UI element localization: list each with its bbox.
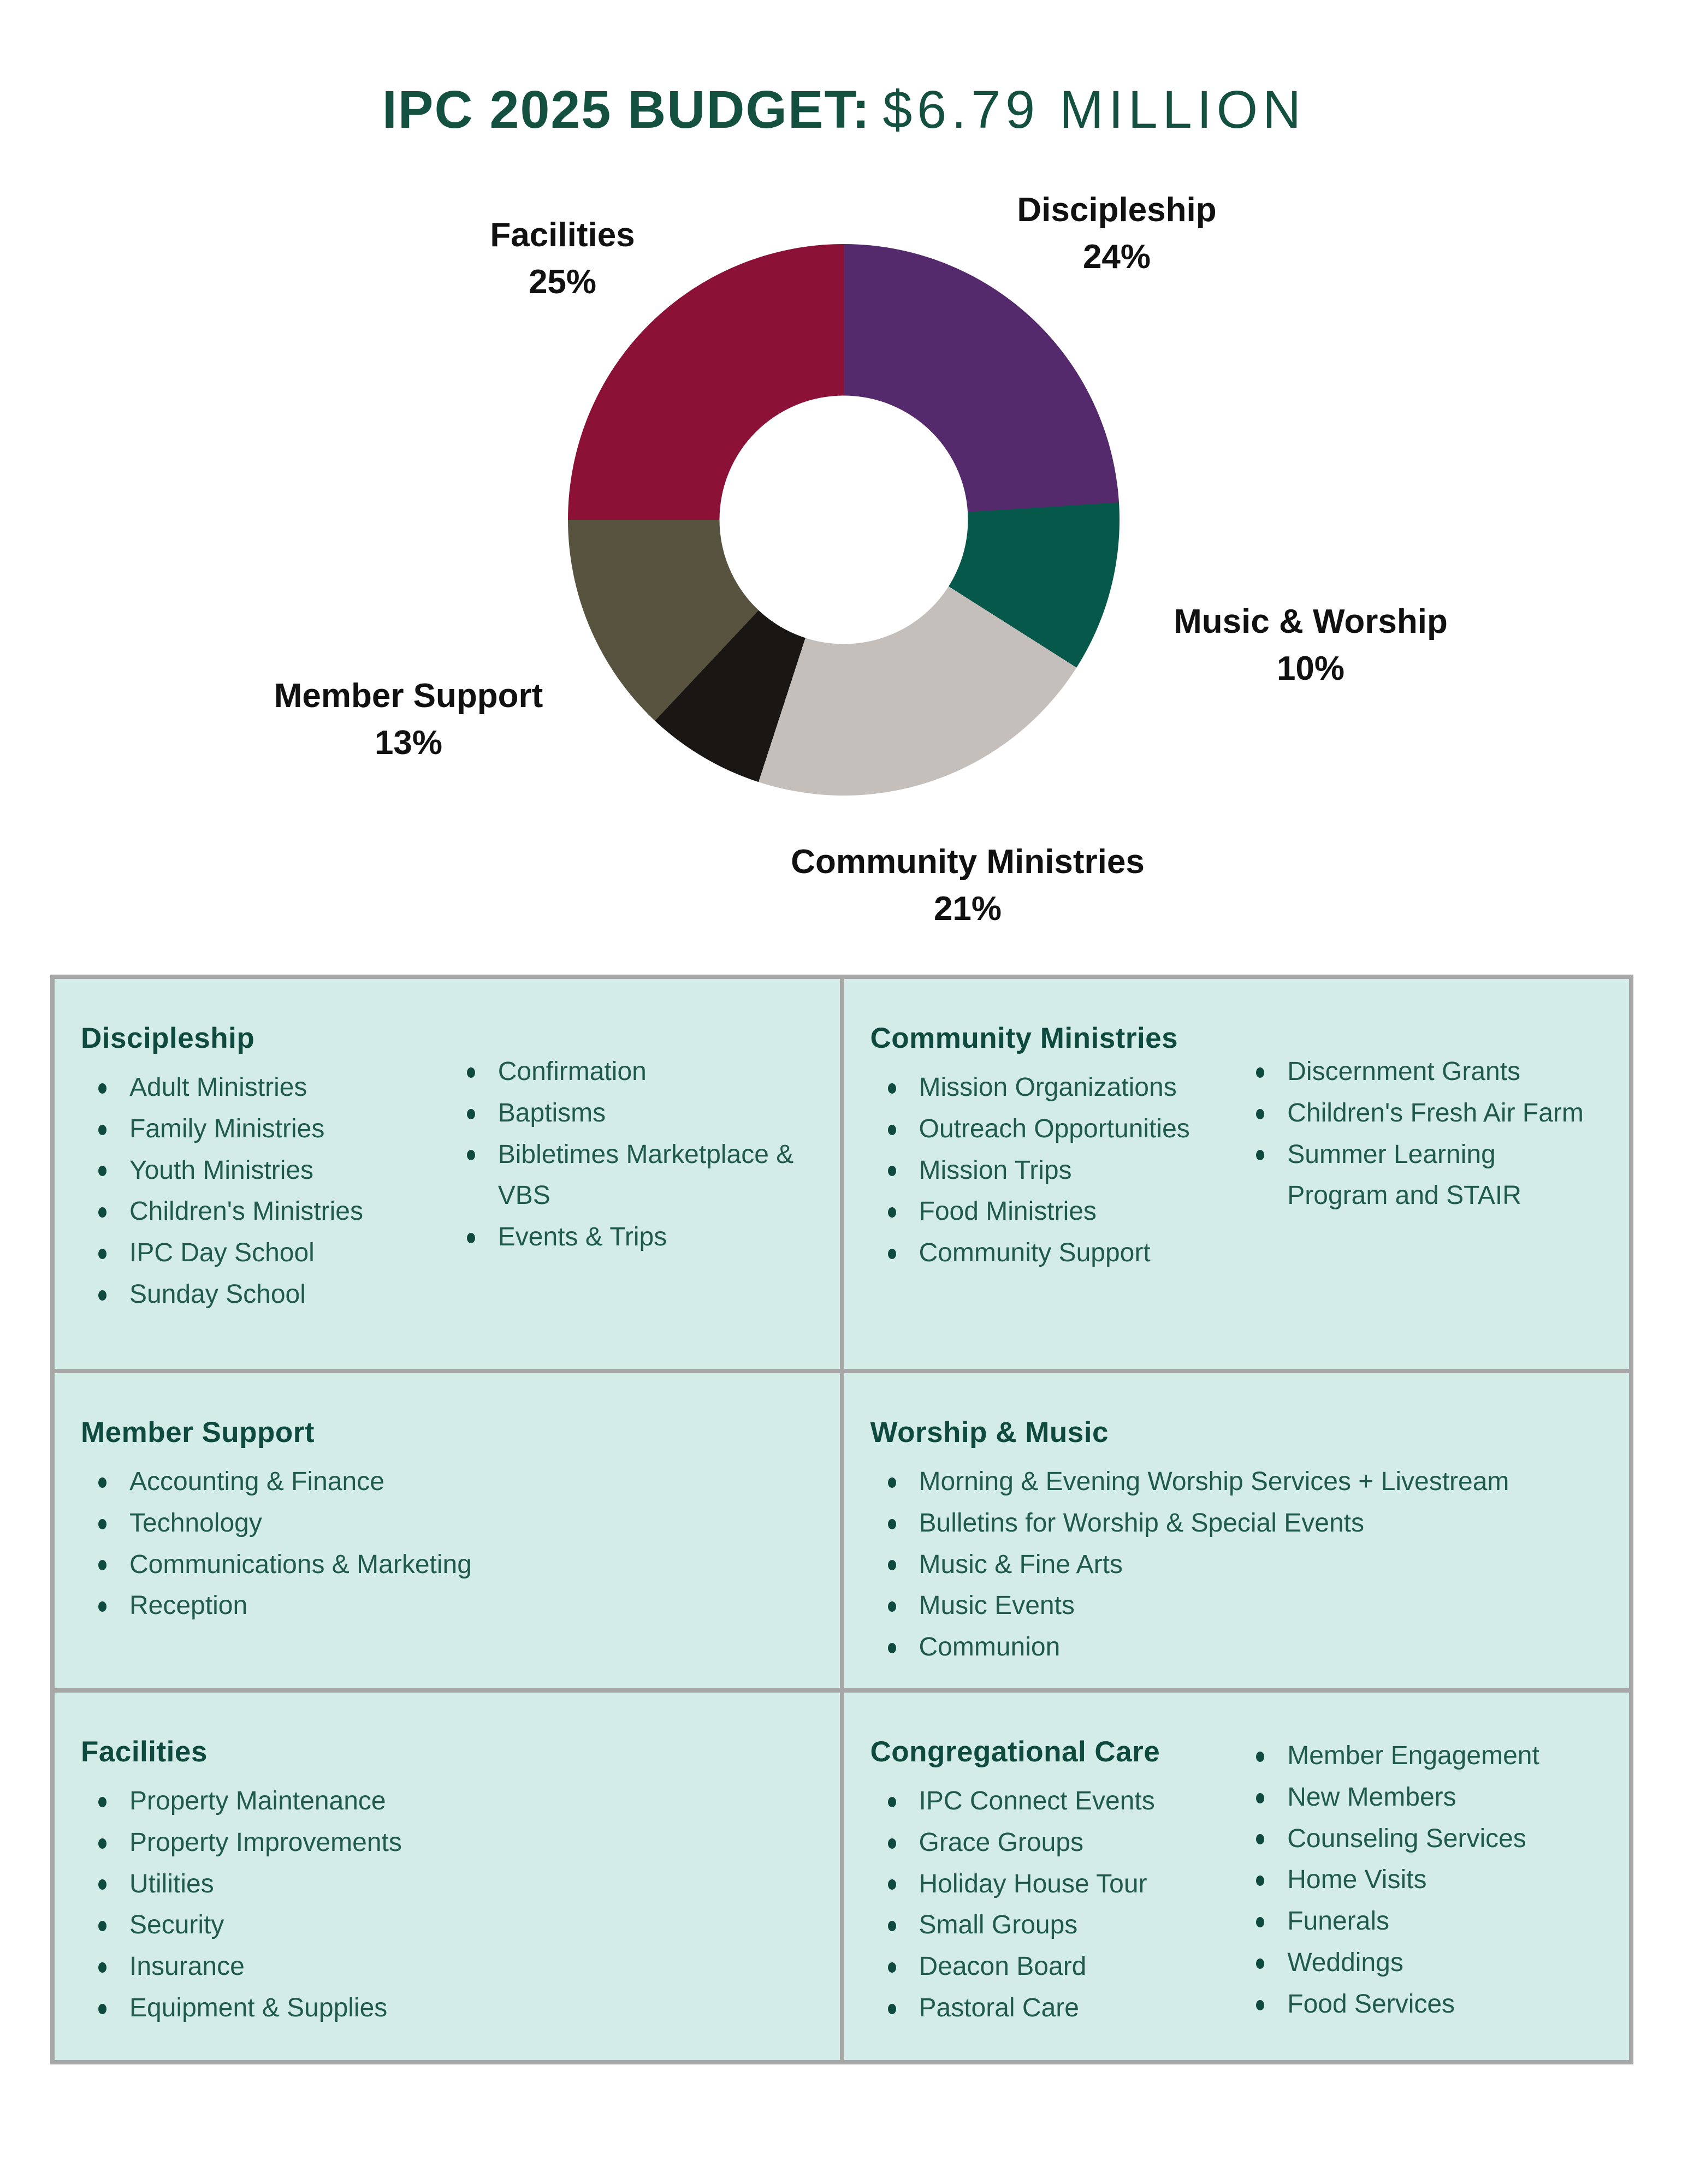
segment-percent: 24% xyxy=(1082,238,1151,276)
card-heading: Member Support xyxy=(81,1416,315,1449)
donut-hole xyxy=(720,396,968,644)
list-item: Food Ministries xyxy=(870,1191,1234,1232)
list-item: Community Support xyxy=(870,1232,1234,1274)
card-discipleship xyxy=(55,979,840,1369)
list-item: Summer Learning Program and STAIR xyxy=(1239,1134,1602,1217)
card-column xyxy=(449,1051,813,1315)
list-item: Member Engagement xyxy=(1239,1735,1602,1777)
card-column xyxy=(81,1022,444,1315)
page-title-amount: $6.79 MILLION xyxy=(883,80,1306,139)
list-item: Outreach Opportunities xyxy=(870,1108,1234,1150)
chart-label-facilities xyxy=(490,212,635,305)
list-item: Youth Ministries xyxy=(81,1150,444,1191)
list-item: Home Visits xyxy=(1239,1859,1602,1901)
chart-label-member-support xyxy=(274,673,543,766)
list-item: Food Services xyxy=(1239,1984,1602,2025)
chart-label-music-worship xyxy=(1174,598,1448,692)
list-item: Counseling Services xyxy=(1239,1818,1602,1860)
list-item: New Members xyxy=(1239,1777,1602,1818)
list-item: Sunday School xyxy=(81,1274,444,1315)
card-heading: Congregational Care xyxy=(870,1736,1160,1768)
list-item: Pastoral Care xyxy=(870,1987,1234,2029)
list-item: Technology xyxy=(81,1503,725,1544)
segment-label: Music & Worship xyxy=(1174,603,1448,640)
card-list xyxy=(81,1461,725,1627)
card-list xyxy=(1239,1735,1602,2025)
segment-label: Discipleship xyxy=(1017,191,1217,229)
list-item: Weddings xyxy=(1239,1942,1602,1984)
page-title xyxy=(0,81,1688,139)
card-list xyxy=(81,1781,725,2029)
list-item: Communications & Marketing xyxy=(81,1544,725,1586)
list-item: Holiday House Tour xyxy=(870,1863,1234,1905)
card-community-ministries xyxy=(844,979,1630,1369)
list-item: Insurance xyxy=(81,1946,725,1987)
chart-label-discipleship xyxy=(1017,187,1216,280)
card-column xyxy=(1239,1735,1602,2029)
list-item: Equipment & Supplies xyxy=(81,1987,725,2029)
list-item: Discernment Grants xyxy=(1239,1051,1602,1093)
card-list xyxy=(870,1781,1234,2029)
segment-percent: 13% xyxy=(374,723,443,762)
list-item: Deacon Board xyxy=(870,1946,1234,1987)
card-list xyxy=(870,1067,1234,1274)
chart-label-community-ministries xyxy=(791,839,1145,932)
list-item: Funerals xyxy=(1239,1901,1602,1942)
list-item: Morning & Evening Worship Services + Livestream xyxy=(870,1461,1515,1503)
list-item: Communion xyxy=(870,1627,1515,1668)
list-item: IPC Connect Events xyxy=(870,1781,1234,1822)
card-column xyxy=(1239,1051,1602,1274)
card-heading: Facilities xyxy=(81,1736,208,1768)
segment-percent: 25% xyxy=(528,263,597,301)
card-list xyxy=(870,1461,1515,1668)
card-column xyxy=(870,1735,1234,2029)
list-item: Events & Trips xyxy=(449,1216,813,1258)
card-list xyxy=(449,1051,813,1258)
list-item: Children's Fresh Air Farm xyxy=(1239,1093,1602,1134)
card-congregational-care xyxy=(844,1693,1630,2060)
details-grid xyxy=(50,975,1633,2064)
list-item: Family Ministries xyxy=(81,1108,444,1150)
segment-label: Facilities xyxy=(490,216,635,254)
page-title-main: IPC 2025 BUDGET: xyxy=(382,80,871,139)
card-heading: Discipleship xyxy=(81,1022,255,1054)
list-item: Music & Fine Arts xyxy=(870,1544,1515,1586)
list-item: Property Maintenance xyxy=(81,1781,725,1822)
list-item: IPC Day School xyxy=(81,1232,444,1274)
card-column xyxy=(870,1022,1234,1274)
list-item: Small Groups xyxy=(870,1904,1234,1946)
list-item: Confirmation xyxy=(449,1051,813,1093)
list-item: Music Events xyxy=(870,1585,1515,1627)
card-heading: Worship & Music xyxy=(870,1416,1109,1449)
list-item: Reception xyxy=(81,1585,725,1627)
list-item: Children's Ministries xyxy=(81,1191,444,1232)
segment-label: Member Support xyxy=(274,677,543,715)
card-list xyxy=(1239,1051,1602,1216)
card-member-support xyxy=(55,1373,840,1688)
donut-chart xyxy=(568,244,1120,796)
list-item: Mission Organizations xyxy=(870,1067,1234,1108)
segment-percent: 21% xyxy=(933,889,1002,928)
list-item: Property Improvements xyxy=(81,1822,725,1863)
list-item: Adult Ministries xyxy=(81,1067,444,1108)
card-worship-music xyxy=(844,1373,1630,1688)
card-heading: Community Ministries xyxy=(870,1022,1178,1054)
list-item: Accounting & Finance xyxy=(81,1461,725,1503)
card-list xyxy=(81,1067,444,1315)
list-item: Bulletins for Worship & Special Events xyxy=(870,1503,1515,1544)
list-item: Security xyxy=(81,1904,725,1946)
list-item: Utilities xyxy=(81,1863,725,1905)
list-item: Grace Groups xyxy=(870,1822,1234,1863)
list-item: Baptisms xyxy=(449,1093,813,1134)
list-item: Mission Trips xyxy=(870,1150,1234,1191)
list-item: Bibletimes Marketplace & VBS xyxy=(449,1134,813,1217)
card-facilities xyxy=(55,1693,840,2060)
segment-label: Community Ministries xyxy=(791,843,1145,881)
segment-percent: 10% xyxy=(1276,649,1345,687)
